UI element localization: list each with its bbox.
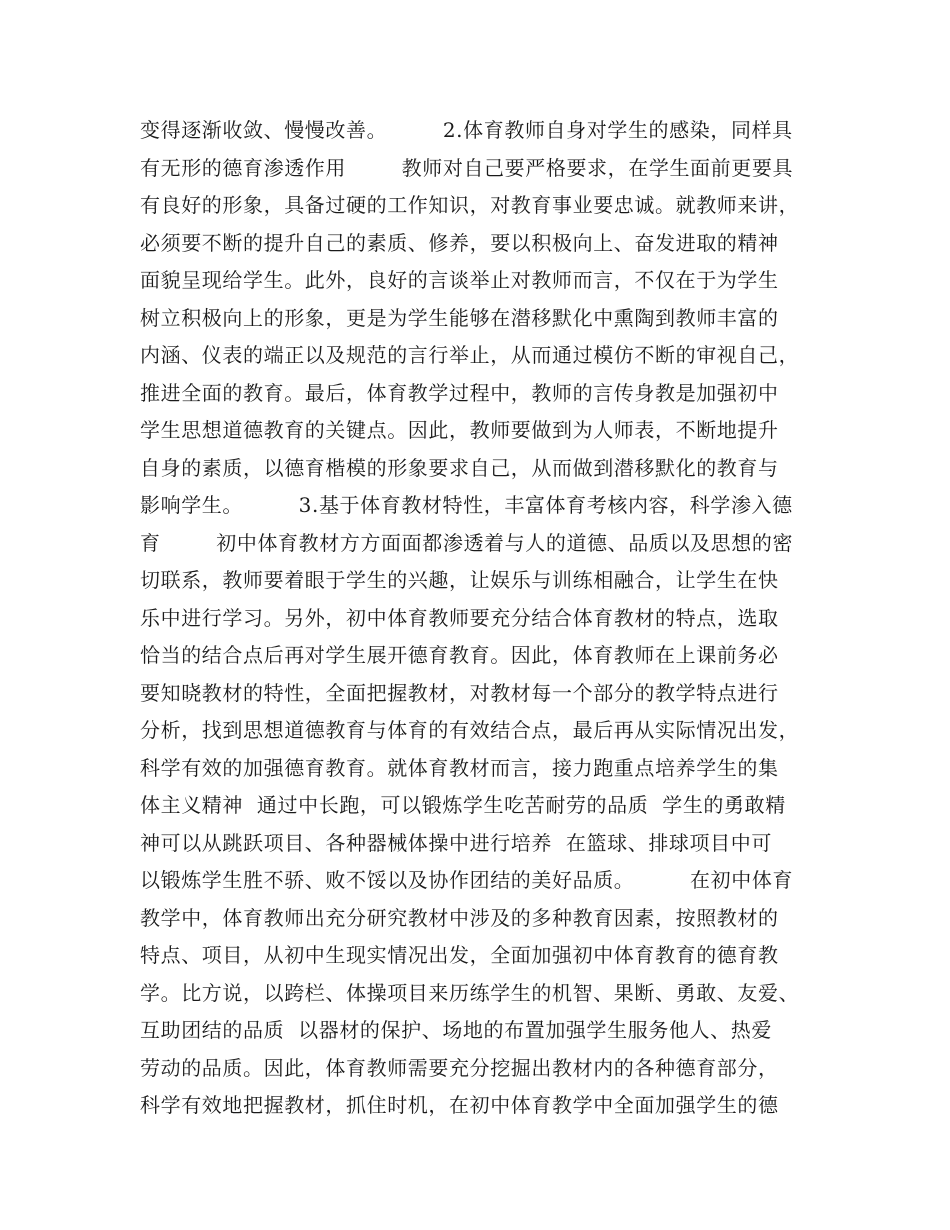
text-line: 内涵、仪表的端正以及规范的言行举止，从而通过模仿不断的审视自己，: [140, 343, 800, 367]
text-line: 神可以从跳跃项目、各种器械体操中进行培养 在篮球、排球项目中可: [140, 830, 772, 855]
text-line: 分析，找到思想道德教育与体育的有效结合点，最后再从实际情况出发，: [140, 718, 800, 742]
text-line: 科学有效的加强德育教育。就体育教材而言，接力跑重点培养学生的集: [140, 755, 779, 780]
text-line: 科学有效地把握教材，抓住时机，在初中体育教学中全面加强学生的德: [140, 1093, 779, 1117]
text-line: 教学中，体育教师出充分研究教材中涉及的多种教育因素，按照教材的: [140, 905, 779, 930]
text-line: 树立积极向上的形象，更是为学生能够在潜移默化中熏陶到教师丰富的: [140, 305, 779, 330]
body-text: [140, 112, 830, 1125]
text-line: 影响学生。 3.基于体育教材特性，丰富体育考核内容，科学渗入德: [140, 493, 793, 517]
text-line: 学生思想道德教育的关键点。因此，教师要做到为人师表，不断地提升: [140, 418, 779, 442]
text-line: 乐中进行学习。另外，初中体育教师要充分结合体育教材的特点，选取: [140, 605, 779, 630]
text-line: 面貌呈现给学生。此外，良好的言谈举止对教师而言，不仅在于为学生: [140, 268, 779, 292]
text-line: 必须要不断的提升自己的素质、修养，要以积极向上、奋发进取的精神: [140, 230, 779, 255]
text-line: 恰当的结合点后再对学生展开德育教育。因此，体育教师在上课前务必: [140, 643, 779, 667]
text-line: 以锻炼学生胜不骄、败不馁以及协作团结的美好品质。 在初中体育: [140, 868, 794, 892]
text-line: 自身的素质，以德育楷模的形象要求自己，从而做到潜移默化的教育与: [140, 455, 779, 480]
text-line: 互助团结的品质 以器材的保护、场地的布置加强学生服务他人、热爱: [140, 1018, 772, 1042]
text-line: 特点、项目，从初中生现实情况出发，全面加强初中体育教育的德育教: [140, 943, 779, 967]
text-line: 有无形的德育渗透作用 教师对自己要严格要求，在学生面前更要具: [140, 155, 794, 180]
text-line: 学。比方说，以跨栏、体操项目来历练学生的机智、果断、勇敢、友爱、: [140, 980, 800, 1005]
text-line: 变得逐渐收敛、慢慢改善。 2.体育教师自身对学生的感染，同样具: [140, 118, 793, 142]
text-line: 育 初中体育教材方方面面都渗透着与人的道德、品质以及思想的密: [140, 530, 794, 555]
text-line: 有良好的形象，具备过硬的工作知识，对教育事业要忠诚。就教师来讲，: [140, 193, 800, 217]
text-line: 切联系，教师要着眼于学生的兴趣，让娱乐与训练相融合，让学生在快: [140, 568, 779, 592]
text-line: 劳动的品质。因此，体育教师需要充分挖掘出教材内的各种德育部分，: [140, 1055, 779, 1080]
text-line: 推进全面的教育。最后，体育教学过程中，教师的言传身教是加强初中: [140, 380, 779, 405]
text-line: 体主义精神 通过中长跑，可以锻炼学生吃苦耐劳的品质 学生的勇敢精: [140, 793, 786, 817]
text-line: 要知晓教材的特性，全面把握教材，对教材每一个部分的教学特点进行: [140, 680, 779, 705]
